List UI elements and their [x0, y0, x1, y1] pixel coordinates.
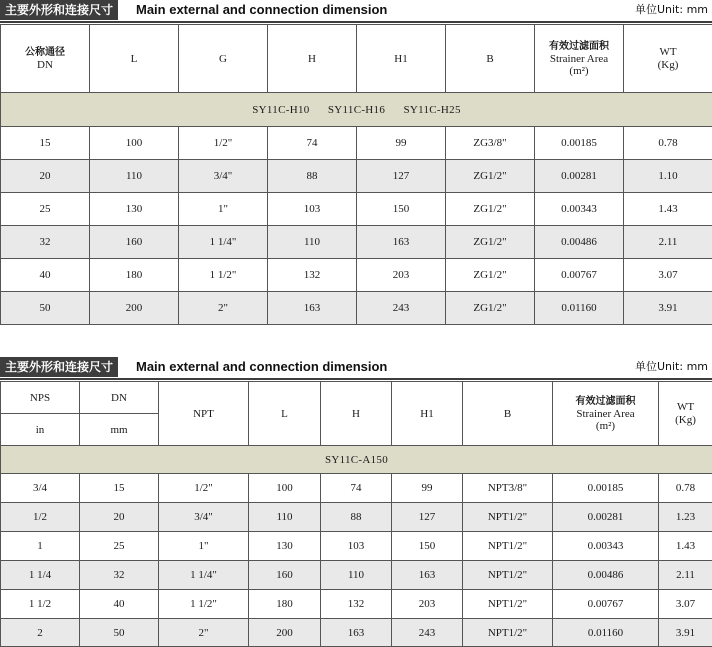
cell: 180 [249, 590, 321, 619]
cell: 0.00185 [535, 127, 624, 160]
cell: 74 [268, 127, 357, 160]
model-row: SY11C-A150 [1, 446, 712, 474]
table-row [1, 127, 712, 160]
cell: ZG1/2" [446, 226, 535, 259]
cell: 1/2 [1, 503, 80, 532]
table-row [1, 259, 712, 292]
section2-title-cn: 主要外形和连接尺寸 [0, 357, 118, 377]
header-area-en: Strainer Area [553, 408, 658, 420]
cell: NPT3/8" [463, 474, 553, 503]
cell: 1" [159, 532, 249, 561]
section1-title-bar [0, 0, 712, 20]
cell: 1.43 [659, 532, 712, 561]
cell: 15 [1, 127, 90, 160]
cell: 32 [80, 561, 159, 590]
cell: 2 [1, 619, 80, 647]
header-g: G [179, 25, 268, 93]
cell: 100 [90, 127, 179, 160]
header-area-unit: (m²) [535, 65, 623, 77]
cell: 20 [1, 160, 90, 193]
cell: 0.00185 [553, 474, 659, 503]
cell: 160 [249, 561, 321, 590]
cell: 3/4" [179, 160, 268, 193]
cell: 50 [1, 292, 90, 325]
cell: 0.01160 [535, 292, 624, 325]
cell: 110 [321, 561, 392, 590]
cell: ZG1/2" [446, 193, 535, 226]
cell: 1 1/2 [1, 590, 80, 619]
section1-unit: 单位Unit: mm [635, 0, 708, 20]
cell: 150 [392, 532, 463, 561]
cell: 1/2" [179, 127, 268, 160]
cell: 0.00343 [535, 193, 624, 226]
cell: 1" [179, 193, 268, 226]
cell: 3.91 [659, 619, 712, 647]
cell: 0.00281 [535, 160, 624, 193]
cell: ZG1/2" [446, 259, 535, 292]
table-row [1, 226, 712, 259]
table-row [1, 160, 712, 193]
cell: 88 [268, 160, 357, 193]
cell: 0.01160 [553, 619, 659, 647]
cell: 40 [1, 259, 90, 292]
cell: 0.78 [624, 127, 712, 160]
header-dn-cn: 公称通径 [1, 46, 89, 59]
cell: 100 [249, 474, 321, 503]
cell: 3.07 [659, 590, 712, 619]
cell: 20 [80, 503, 159, 532]
cell: 0.00343 [553, 532, 659, 561]
cell: 2" [159, 619, 249, 647]
header-l: L [249, 382, 321, 446]
header-h1: H1 [357, 25, 446, 93]
cell: 110 [249, 503, 321, 532]
cell: 163 [392, 561, 463, 590]
table-row [1, 474, 712, 503]
header-wt-unit: (Kg) [659, 414, 712, 427]
table-row [1, 193, 712, 226]
cell: 150 [357, 193, 446, 226]
header-b: B [446, 25, 535, 93]
section1-title-cn: 主要外形和连接尺寸 [0, 0, 118, 20]
dimension-table-1 [0, 24, 712, 325]
cell: ZG3/8" [446, 127, 535, 160]
header-wt-label: WT [659, 401, 712, 414]
header-h: H [321, 382, 392, 446]
header-h: H [268, 25, 357, 93]
cell: 40 [80, 590, 159, 619]
header-h1: H1 [392, 382, 463, 446]
cell: 0.00281 [553, 503, 659, 532]
cell: 3.91 [624, 292, 712, 325]
cell: 25 [1, 193, 90, 226]
header-wt-label: WT [624, 46, 712, 59]
cell: 1.23 [659, 503, 712, 532]
cell: 3/4 [1, 474, 80, 503]
header-dn-unit: mm [80, 414, 159, 446]
header-wt [659, 382, 712, 446]
table-row [1, 619, 712, 647]
header-area-cn: 有效过滤面积 [535, 41, 623, 53]
header-strainer-area [535, 25, 624, 93]
cell: 163 [357, 226, 446, 259]
cell: NPT1/2" [463, 619, 553, 647]
cell: 0.00486 [553, 561, 659, 590]
cell: 99 [357, 127, 446, 160]
section2-unit: 单位Unit: mm [635, 357, 708, 377]
cell: 103 [321, 532, 392, 561]
cell: 243 [357, 292, 446, 325]
header-strainer-area [553, 382, 659, 446]
cell: 1/2" [159, 474, 249, 503]
section1-title-en: Main external and connection dimension [136, 0, 387, 20]
cell: 203 [392, 590, 463, 619]
section2-divider [0, 378, 712, 380]
cell: 130 [249, 532, 321, 561]
cell: NPT1/2" [463, 590, 553, 619]
table-row [1, 532, 712, 561]
cell: 180 [90, 259, 179, 292]
cell: 132 [321, 590, 392, 619]
table-row [1, 292, 712, 325]
cell: 1 1/2" [159, 590, 249, 619]
table-row [1, 590, 712, 619]
cell: ZG1/2" [446, 160, 535, 193]
header-wt-unit: (Kg) [624, 59, 712, 72]
table-row [1, 561, 712, 590]
cell: 2" [179, 292, 268, 325]
header-wt [624, 25, 712, 93]
cell: 1 1/4" [179, 226, 268, 259]
cell: 243 [392, 619, 463, 647]
cell: 200 [249, 619, 321, 647]
cell: 1 1/4 [1, 561, 80, 590]
cell: 160 [90, 226, 179, 259]
cell: 110 [90, 160, 179, 193]
dimension-table-2 [0, 381, 712, 647]
cell: 1.43 [624, 193, 712, 226]
header-npt: NPT [159, 382, 249, 446]
cell: 132 [268, 259, 357, 292]
cell: 203 [357, 259, 446, 292]
header-nps-unit: in [1, 414, 80, 446]
cell: 127 [357, 160, 446, 193]
model-row: SY11C-H10 SY11C-H16 SY11C-H25 [1, 93, 712, 127]
header-b: B [463, 382, 553, 446]
cell: 3/4" [159, 503, 249, 532]
cell: 1 1/2" [179, 259, 268, 292]
header-dn: DN [80, 382, 159, 414]
cell: 163 [268, 292, 357, 325]
cell: 25 [80, 532, 159, 561]
cell: NPT1/2" [463, 561, 553, 590]
cell: 1 1/4" [159, 561, 249, 590]
cell: 0.00767 [535, 259, 624, 292]
section1-divider [0, 21, 712, 23]
cell: 3.07 [624, 259, 712, 292]
cell: 0.78 [659, 474, 712, 503]
header-l: L [90, 25, 179, 93]
cell: 0.00486 [535, 226, 624, 259]
cell: NPT1/2" [463, 503, 553, 532]
cell: NPT1/2" [463, 532, 553, 561]
cell: 103 [268, 193, 357, 226]
table-row [1, 503, 712, 532]
header-area-cn: 有效过滤面积 [553, 396, 658, 408]
header-dn-en: DN [1, 59, 89, 72]
cell: 74 [321, 474, 392, 503]
section2-title-en: Main external and connection dimension [136, 357, 387, 377]
cell: 130 [90, 193, 179, 226]
cell: 163 [321, 619, 392, 647]
cell: 1 [1, 532, 80, 561]
cell: 50 [80, 619, 159, 647]
header-area-en: Strainer Area [535, 53, 623, 65]
cell: 1.10 [624, 160, 712, 193]
cell: 2.11 [624, 226, 712, 259]
cell: 0.00767 [553, 590, 659, 619]
cell: 200 [90, 292, 179, 325]
header-nps: NPS [1, 382, 80, 414]
cell: ZG1/2" [446, 292, 535, 325]
cell: 110 [268, 226, 357, 259]
cell: 15 [80, 474, 159, 503]
header-area-unit: (m²) [553, 420, 658, 432]
cell: 2.11 [659, 561, 712, 590]
cell: 88 [321, 503, 392, 532]
section2-title-bar [0, 357, 712, 377]
cell: 127 [392, 503, 463, 532]
cell: 32 [1, 226, 90, 259]
header-dn [1, 25, 90, 93]
cell: 99 [392, 474, 463, 503]
